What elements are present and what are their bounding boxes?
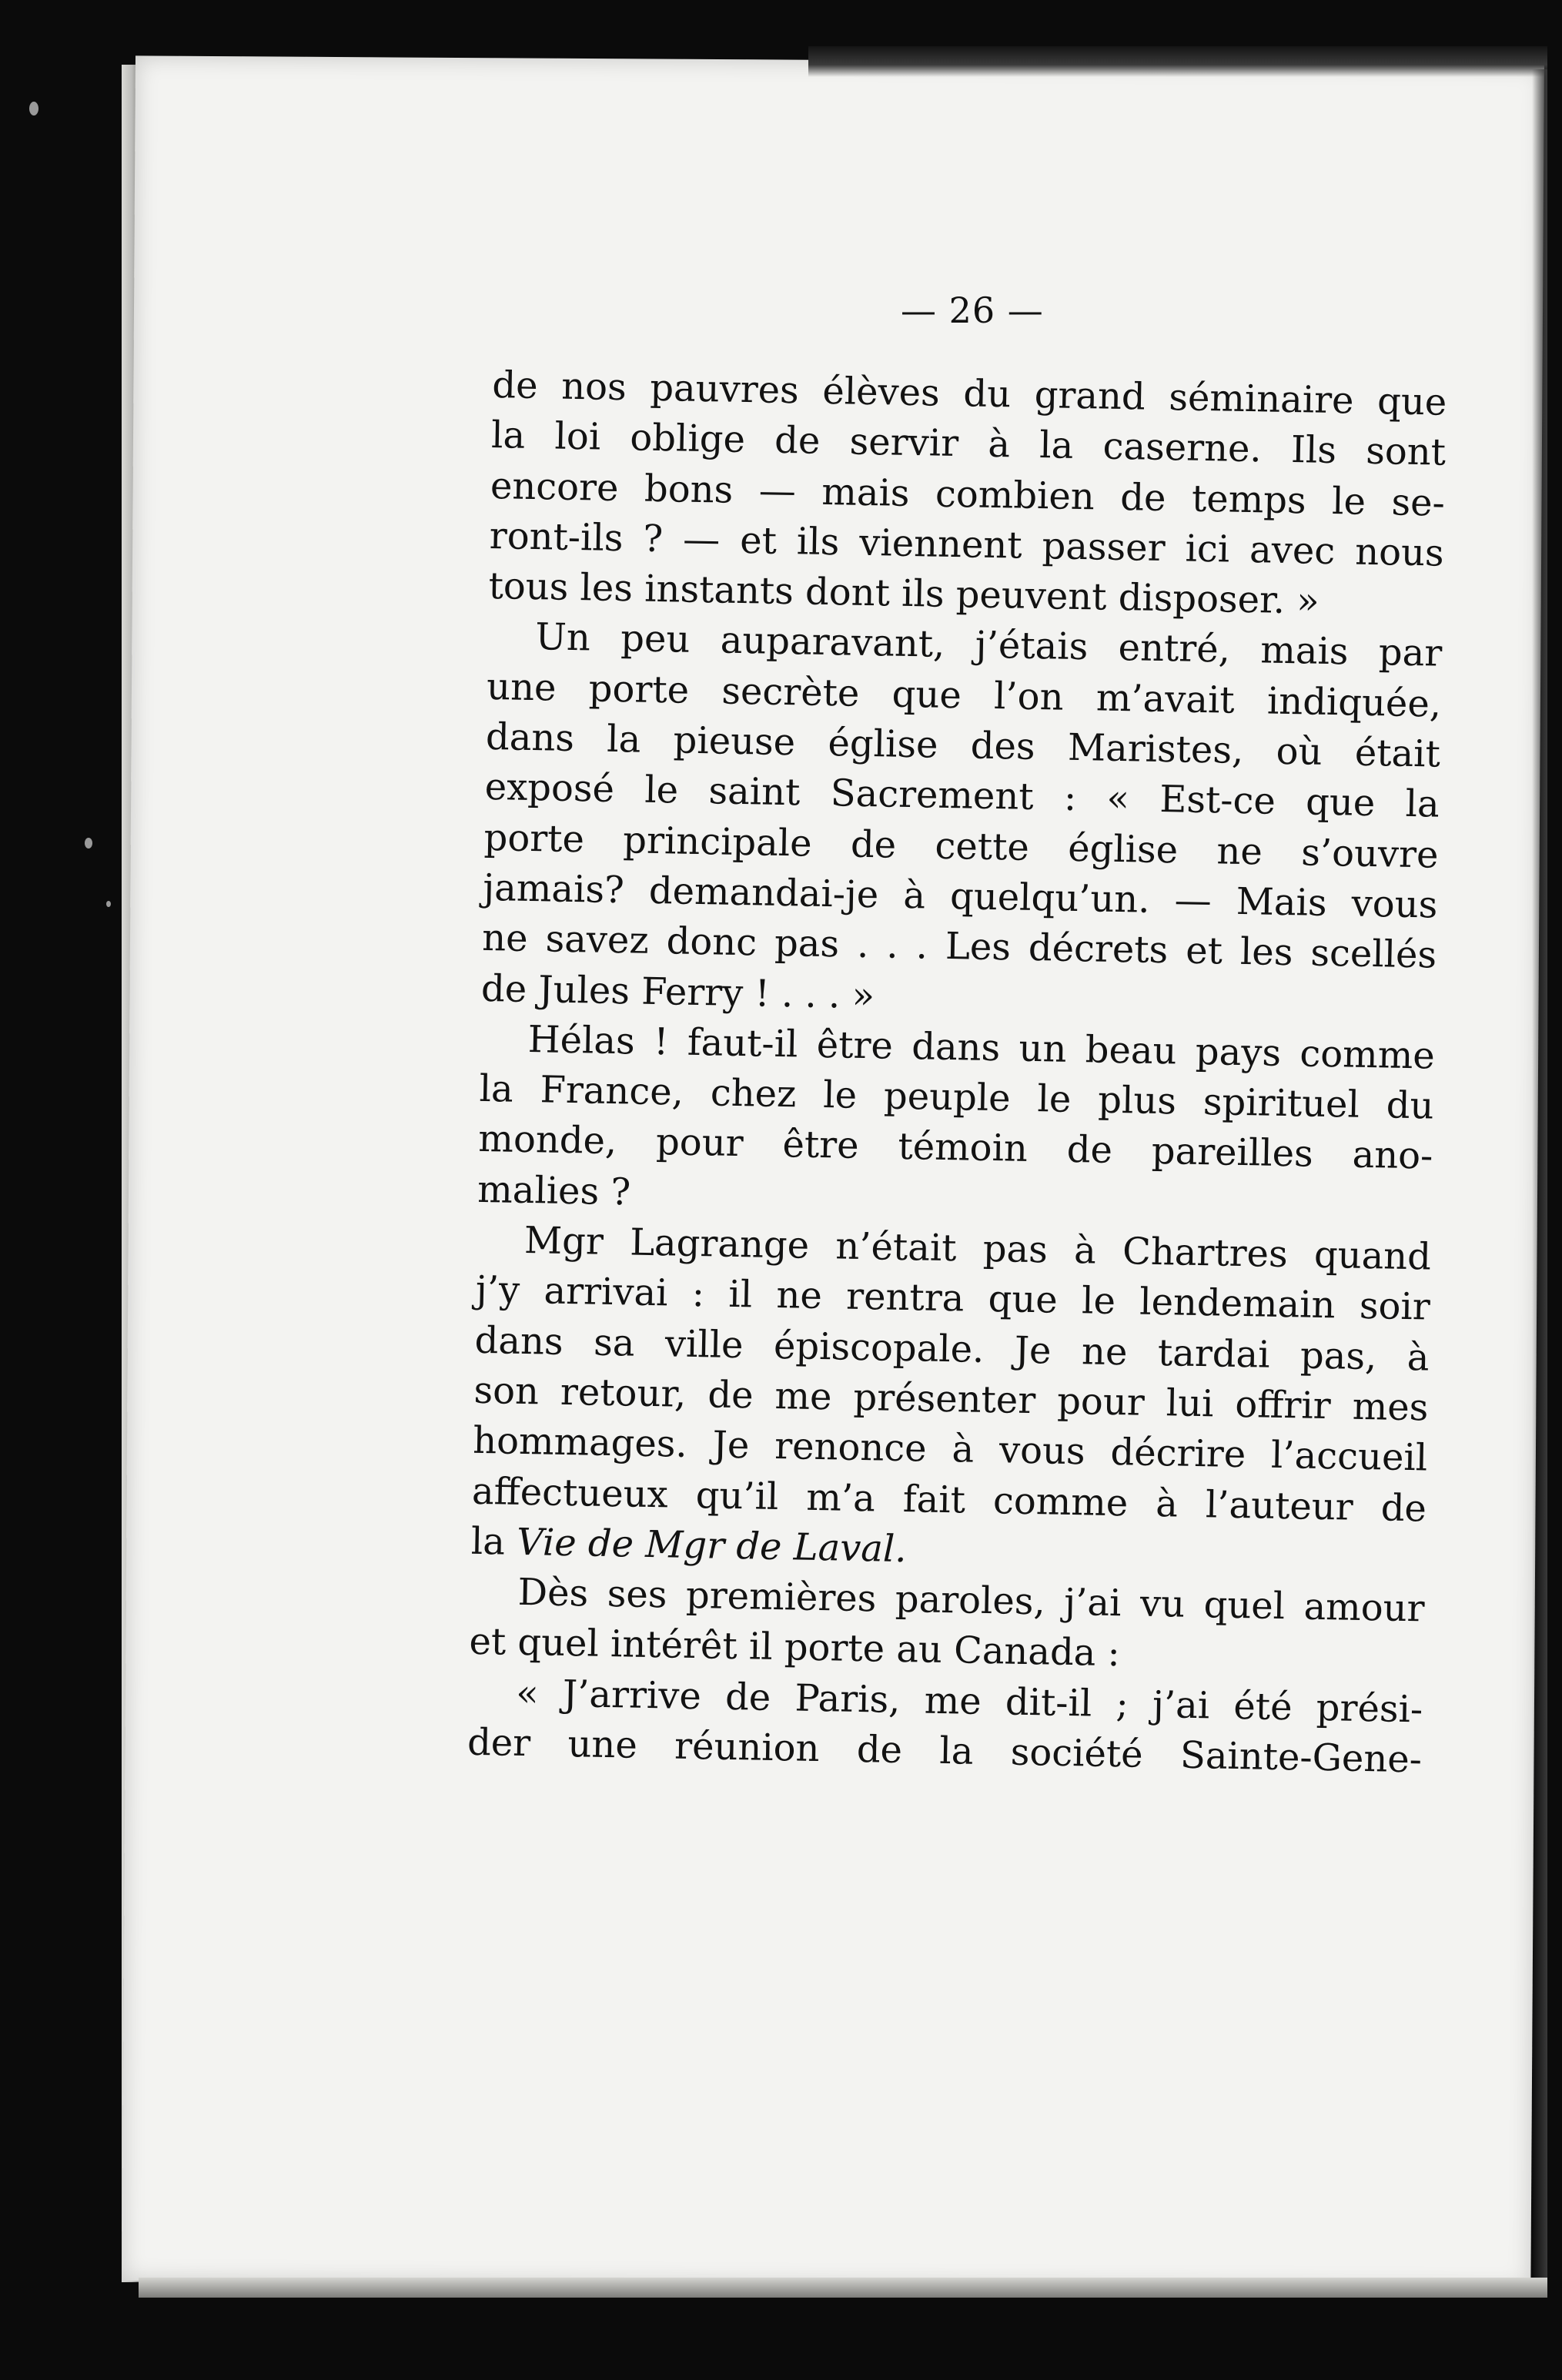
text-line-content: jamais? demandai-je à quelqu’un. — Mais vous bbox=[482, 865, 1438, 927]
text-line-content: Dès ses premières paroles, j’ai vu quel amour bbox=[517, 1570, 1426, 1631]
text-line-content: affectueux qu’il m’a fait comme à l’auteur de bbox=[471, 1469, 1427, 1531]
film-speck bbox=[29, 102, 38, 115]
right-shadow bbox=[1532, 69, 1547, 2287]
text-line-content: monde, pour être témoin de pareilles ano- bbox=[477, 1117, 1433, 1179]
text-line-content: dans la pieuse église des Maristes, où était bbox=[485, 715, 1441, 776]
text-line-content: der une réunion de la société Sainte-Gene- bbox=[467, 1720, 1423, 1782]
text-line-content: une porte secrète que l’on m’avait indiquée, bbox=[486, 664, 1442, 726]
text-line-content: j’y arrivai : il ne rentra que le lendemain soir bbox=[475, 1268, 1431, 1329]
top-shadow bbox=[808, 46, 1547, 77]
text-line-content: encore bons — mais combien de temps le se- bbox=[490, 464, 1446, 525]
text-line-content: malies ? bbox=[477, 1167, 631, 1214]
text-line-content: ront-ils ? — et ils viennent passer ici avec nous bbox=[489, 514, 1445, 575]
text-line-content: dans sa ville épiscopale. Je ne tardai pas, à bbox=[474, 1318, 1430, 1380]
text-line-content: la France, chez le peuple le plus spirituel du bbox=[479, 1067, 1434, 1128]
text-line-content: porte principale de cette église ne s’ouvre bbox=[483, 815, 1439, 877]
text-line-content: la loi oblige de servir à la caserne. Ils sont bbox=[490, 413, 1447, 474]
film-speck bbox=[85, 838, 92, 849]
body-text bbox=[467, 360, 1447, 1786]
text-line-content: Hélas ! faut-il être dans un beau pays comme bbox=[527, 1017, 1436, 1078]
text-line-content: exposé le saint Sacrement : « Est-ce que la bbox=[484, 765, 1440, 827]
text-line-content: Mgr Lagrange n’était pas à Chartres quand bbox=[523, 1218, 1432, 1279]
text-line-content: tous les instants dont ils peuvent disposer. » bbox=[488, 564, 1320, 623]
text-line-content: de Jules Ferry ! . . . » bbox=[480, 966, 875, 1017]
bottom-edge bbox=[139, 2278, 1547, 2298]
text-line-content: « J’arrive de Paris, me dit-il ; j’ai été prési- bbox=[515, 1671, 1423, 1732]
text-line-content: de nos pauvres élèves du grand séminaire que bbox=[491, 363, 1447, 424]
text-line-content: et quel intérêt il porte au Canada : bbox=[468, 1620, 1121, 1675]
italic-title: Vie de Mgr de Laval. bbox=[516, 1520, 908, 1571]
text-line-content: ne savez donc pas . . . Les décrets et les scellés bbox=[481, 916, 1437, 977]
film-speck bbox=[106, 901, 111, 907]
text-line-content: la bbox=[470, 1519, 517, 1564]
text-line-content: son retour, de me présenter pour lui offrir mes bbox=[473, 1368, 1429, 1430]
text-line-content: Un peu auparavant, j’étais entré, mais par bbox=[534, 615, 1443, 676]
page-number: — 26 — bbox=[901, 290, 1044, 331]
text-line-content: hommages. Je renonce à vous décrire l’accueil bbox=[472, 1419, 1428, 1480]
